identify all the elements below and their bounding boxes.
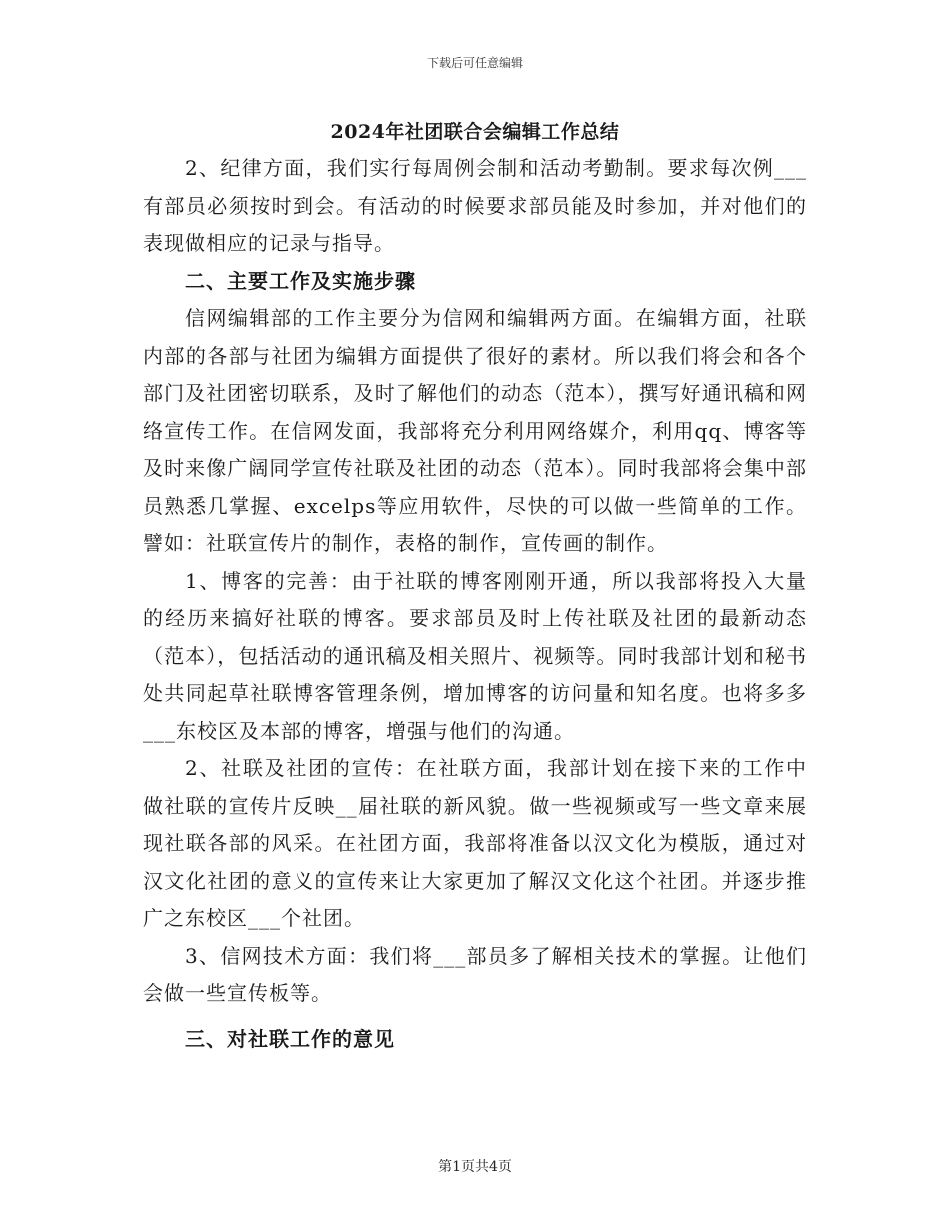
header-note: 下载后可任意编辑 [426, 56, 523, 70]
paragraph-discipline: 2、纪律方面，我们实行每周例会制和活动考勤制。要求每次例___有部员必须按时到会。有活动的时候要求部员能及时参加，并对他们的表现做相应的记录与指导。 [143, 156, 807, 255]
document-body [143, 150, 807, 1058]
paragraph-technology: 3、信网技术方面：我们将___部员多了解相关技术的掌握。让他们会做一些宣传板等。 [143, 943, 807, 1005]
page-number: 第1页共4页 [438, 1159, 512, 1175]
section-heading-main-work: 二、主要工作及实施步骤 [185, 268, 416, 293]
section-heading-opinions: 三、对社联工作的意见 [185, 1026, 395, 1051]
paragraph-editing-department: 信网编辑部的工作主要分为信网和编辑两方面。在编辑方面，社联内部的各部与社团为编辑方面提供了很好的素材。所以我们将会和各个部门及社团密切联系，及时了解他们的动态（范本），撰写好通讯稿和网络宣传工作。在信网发面，我部将充分利用网络媒介，利用qq、博客等及时来像广阔同学宣传社联及社团的动态（范本）。同时我部将会集中部员熟悉几掌握、excelps等应用软件，尽快的可以做一些简单的工作。譬如：社联宣传片的制作，表格的制作，宣传画的制作。 [143, 306, 807, 555]
document-title: 2024年社团联合会编辑工作总结 [330, 121, 620, 143]
paragraph-publicity: 2、社联及社团的宣传：在社联方面，我部计划在接下来的工作中做社联的宣传片反映__届社联的新风貌。做一些视频或写一些文章来展现社联各部的风采。在社团方面，我部将准备以汉文化为模版，通过对汉文化社团的意义的宣传来让大家更加了解汉文化这个社团。并逐步推广之东校区___个社团。 [143, 756, 807, 930]
paragraph-blog: 1、博客的完善：由于社联的博客刚刚开通，所以我部将投入大量的经历来搞好社联的博客。要求部员及时上传社联及社团的最新动态（范本），包括活动的通讯稿及相关照片、视频等。同时我部计划和秘书处共同起草社联博客管理条例，增加博客的访问量和知名度。也将多多___东校区及本部的博客，增强与他们的沟通。 [143, 568, 807, 743]
